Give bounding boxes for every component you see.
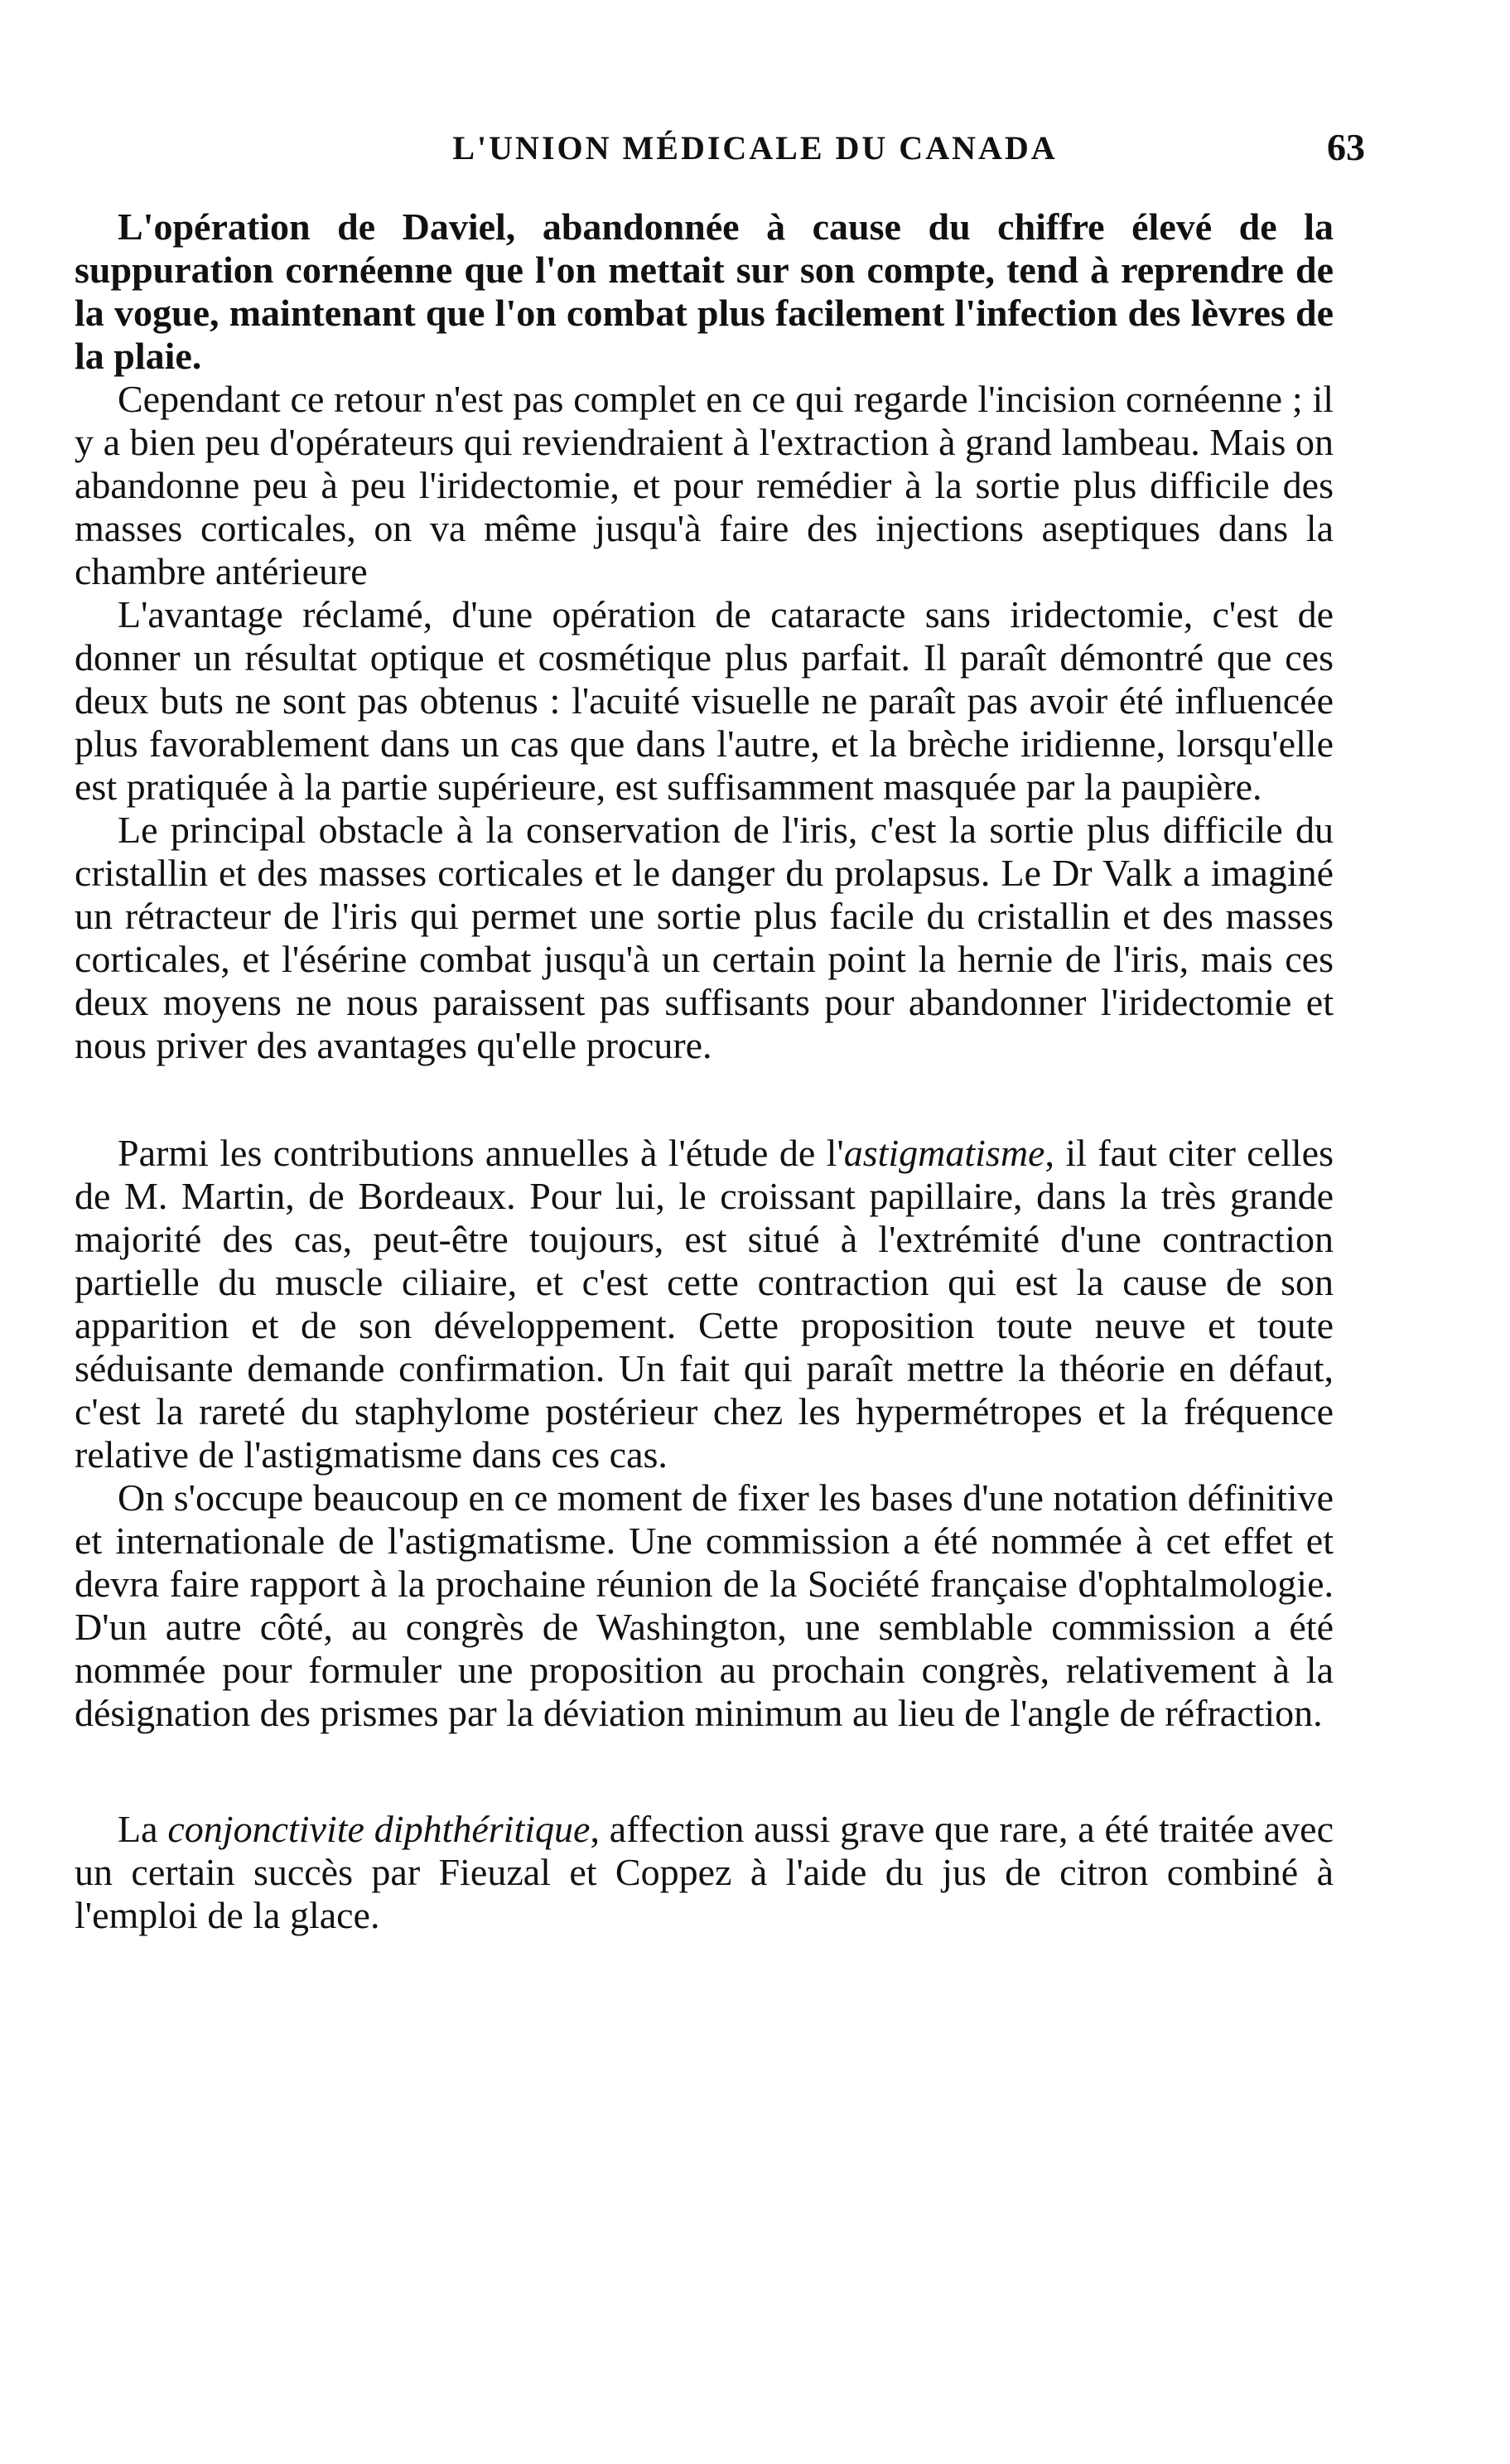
paragraph-conjunctivitis-lead: La: [118, 1808, 168, 1850]
paragraph-conjunctivitis-rest: , affection aussi grave que rare, a été traitée avec un certain succès par Fieuzal et Coppez à l'aide du jus de citron combiné à l'emploi de la glace.: [75, 1808, 1334, 1936]
paragraph-astigmatism-lead: Parmi les contributions annuelles à l'étude de l': [118, 1132, 844, 1174]
running-title: L'UNION MÉDICALE DU CANADA: [452, 129, 1058, 167]
paragraph-astigmatism-rest: , il faut citer celles de M. Martin, de Bordeaux. Pour lui, le croissant papillaire, dans la très grande majorité des cas, peut-être toujours, est situé à l'extrémité d'une contraction partielle du muscle ciliaire, et c'est cette contraction qui est la cause de son apparition et de son développement. Cette proposition toute neuve et toute séduisante demande confirmation. Un fait qui paraît mettre la théorie en défaut, c'est la rareté du staphylome postérieur chez les hypermétropes et la fréquence relative de l'astigmatisme dans ces cas.: [75, 1132, 1334, 1476]
paragraph-astigmatism-notation: On s'occupe beaucoup en ce moment de fixer les bases d'une notation définitive et internationale de l'astigmatisme. Une commission a été nommée à cet effet et devra faire rapport à la prochaine réunion de la Société française d'ophtalmologie. D'un autre côté, au congrès de Washington, une semblable commission a été nommée pour formuler une proposition au prochain congrès, relativement à la désignation des prismes par la déviation minimum au lieu de l'angle de réfraction.: [75, 1476, 1334, 1734]
section-gap: [75, 1067, 1334, 1132]
paragraph-daviel-operation: L'opération de Daviel, abandonnée à cause du chiffre élevé de la suppuration cornéenne que l'on mettait sur son compte, tend à reprendre de la vogue, maintenant que l'on combat plus facilement l'infection des lèvres de la plaie.: [75, 205, 1334, 377]
paragraph-corneal-incision: Cependant ce retour n'est pas complet en ce qui regarde l'incision cornéenne ; il y a bien peu d'opérateurs qui reviendraient à l'extraction à grand lambeau. Mais on abandonne peu à peu l'iridectomie, et pour remédier à la sortie plus difficile des masses corticales, on va même jusqu'à faire des injections aseptiques dans la chambre antérieure: [75, 378, 1334, 592]
paragraph-conjunctivitis: [75, 1808, 1334, 1937]
paragraph-astigmatism: [75, 1132, 1334, 1476]
term-conjonctivite: conjonctivite diphthéritique: [167, 1808, 591, 1850]
paragraph-iridectomy-advantage: L'avantage réclamé, d'une opération de cataracte sans iridectomie, c'est de donner un résultat optique et cosmétique plus parfait. Il paraît démontré que ces deux buts ne sont pas obtenus : l'acuité visuelle ne paraît pas avoir été influencée plus favorablement dans un cas que dans l'autre, et la brèche iridienne, lorsqu'elle est pratiquée à la partie supérieure, est suffisamment masquée par la paupière.: [75, 593, 1334, 808]
term-astigmatisme: astigmatisme: [843, 1132, 1045, 1174]
section-gap: [75, 1735, 1334, 1808]
body-text: [75, 205, 1334, 1937]
page-number: 63: [1327, 126, 1365, 168]
paragraph-iris-conservation: Le principal obstacle à la conservation de l'iris, c'est la sortie plus difficile du cristallin et des masses corticales et le danger du prolapsus. Le Dr Valk a imaginé un rétracteur de l'iris qui permet une sortie plus facile du cristallin et des masses corticales, et l'ésérine combat jusqu'à un certain point la hernie de l'iris, mais ces deux moyens ne nous paraissent pas suffisants pour abandonner l'iridectomie et nous priver des avantages qu'elle procure.: [75, 809, 1334, 1066]
running-header: [0, 128, 1510, 178]
